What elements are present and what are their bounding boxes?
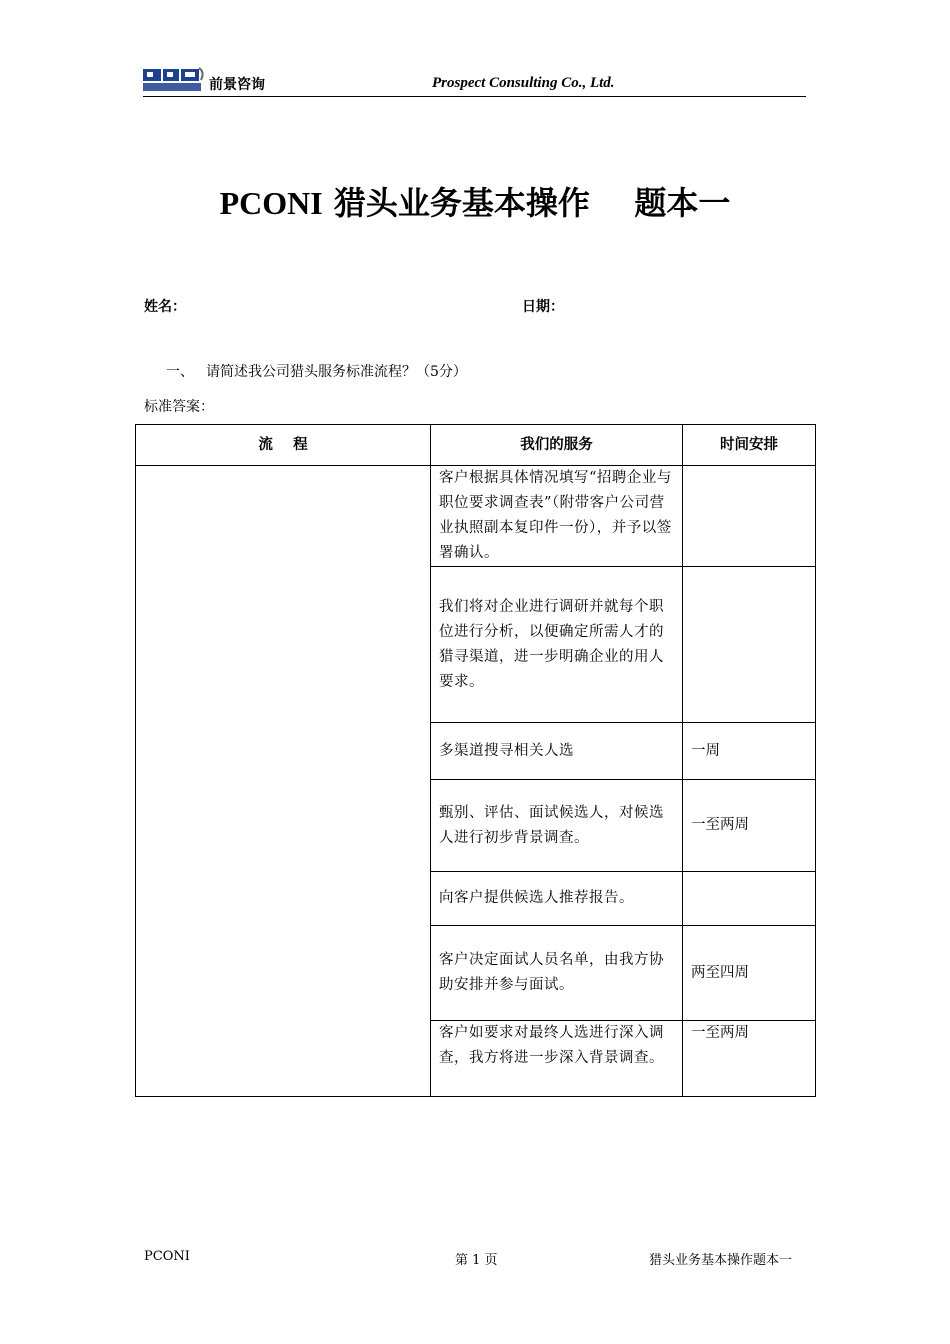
footer-left: PCONI xyxy=(144,1249,190,1264)
header-time: 时间安排 xyxy=(683,425,816,466)
answer-label: 标准答案： xyxy=(144,399,214,415)
name-label: 姓名： xyxy=(144,299,186,315)
question-number: 一、 xyxy=(166,364,194,380)
time-cell: 一至两周 xyxy=(683,780,816,872)
question-one xyxy=(166,361,467,381)
table-header-row xyxy=(136,425,816,466)
date-label: 日期： xyxy=(522,299,564,315)
process-table xyxy=(135,424,816,1097)
service-cell: 多渠道搜寻相关人选 xyxy=(431,723,683,780)
service-cell: 我们将对企业进行调研并就每个职位进行分析，以便确定所需人才的猎寻渠道，进一步明确企业的用人要求。 xyxy=(431,567,683,723)
title-text: 猎头业务基本操作 题本一 xyxy=(322,184,731,222)
page-header xyxy=(143,64,806,97)
company-logo xyxy=(143,66,205,92)
footer-page-number: 第 1 页 xyxy=(455,1253,498,1268)
service-cell: 向客户提供候选人推荐报告。 xyxy=(431,872,683,926)
service-cell: 客户决定面试人员名单，由我方协助安排并参与面试。 xyxy=(431,926,683,1021)
time-cell xyxy=(683,872,816,926)
header-process: 流 程 xyxy=(136,425,431,466)
time-cell xyxy=(683,567,816,723)
page-title xyxy=(0,178,950,224)
footer-right: 猎头业务基本操作题本一 xyxy=(649,1253,793,1268)
time-cell: 两至四周 xyxy=(683,926,816,1021)
question-text: 请简述我公司猎头服务标准流程？（5分） xyxy=(206,364,467,380)
service-cell: 甄别、评估、面试候选人，对候选人进行初步背景调查。 xyxy=(431,780,683,872)
service-cell: 客户根据具体情况填写“招聘企业与职位要求调查表”（附带客户公司营业执照副本复印件一份），并予以签署确认。 xyxy=(431,466,683,567)
title-code: PCONI xyxy=(219,185,323,221)
table-row xyxy=(136,466,816,567)
process-cell xyxy=(136,466,431,1097)
time-cell: 一周 xyxy=(683,723,816,780)
logo-company-name: 前景咨询 xyxy=(209,77,265,93)
service-cell: 客户如要求对最终人选进行深入调查，我方将进一步深入背景调查。 xyxy=(431,1021,683,1097)
header-service: 我们的服务 xyxy=(431,425,683,466)
time-cell xyxy=(683,466,816,567)
time-cell: 一至两周 xyxy=(683,1021,816,1097)
company-english-name: Prospect Consulting Co., Ltd. xyxy=(432,75,615,91)
